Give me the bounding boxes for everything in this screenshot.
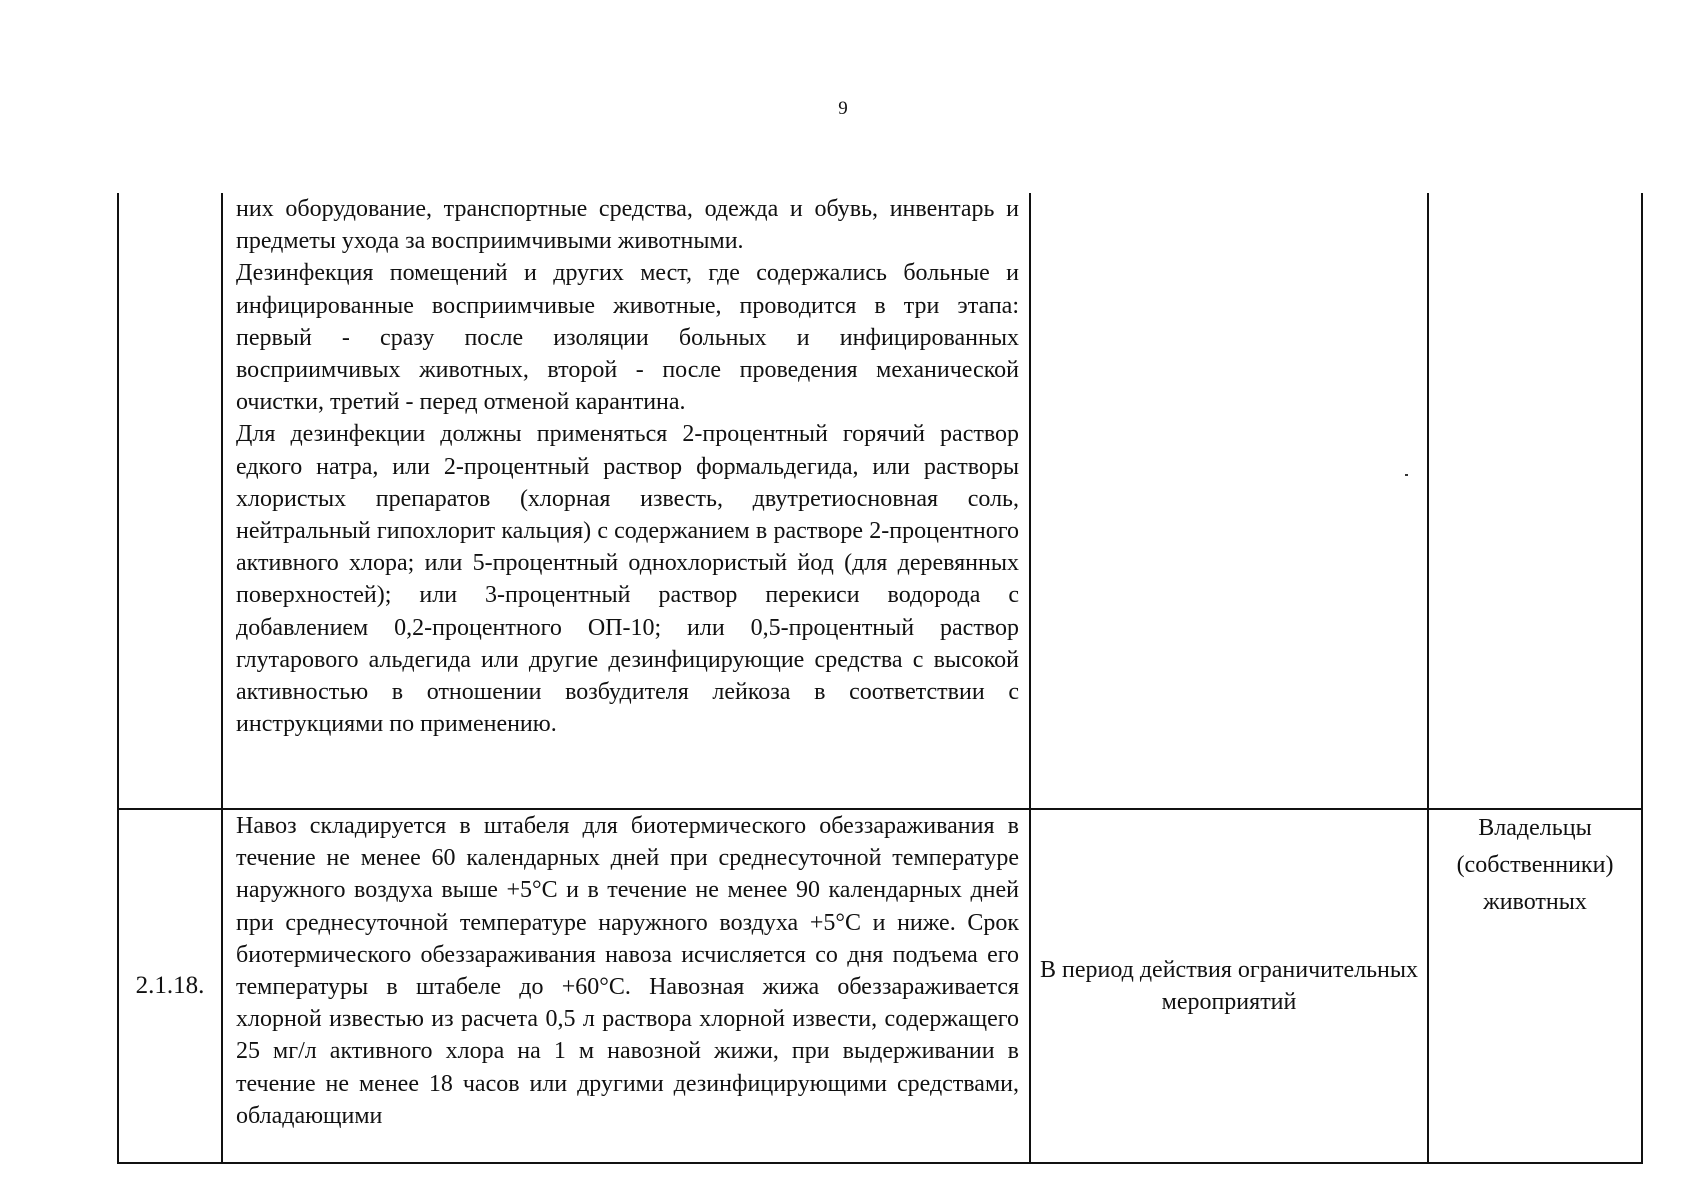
measures-table <box>117 193 1643 1164</box>
cell-responsible <box>1428 809 1642 1163</box>
cell-responsible-empty <box>1428 193 1642 809</box>
period-text: В период действия ограничительных мероприятий <box>1039 957 1419 1015</box>
paragraph-disinfectants: Для дезинфекции должны применяться 2-процентный горячий раствор едкого натра, или 2-процентный раствор формальдегида, или растворы хлористых препаратов (хлорная известь, двутретиосновная соль, нейтральный гипохлорит кальция) с содержанием в растворе 2-процентного активного хлора; или 5-процентный однохлористый йод (для деревянных поверхностей); или 3-процентный раствор перекиси водорода с добавлением 0,2-процентного ОП-10; или 0,5-процентный раствор глутарового альдегида или другие дезинфицирующие средства с высокой активностью в отношении возбудителя лейкоза в соответствии с инструкциями по применению. <box>236 421 1019 738</box>
paragraph-manure: Навоз складируется в штабеля для биотермического обеззараживания в течение не менее 60 календарных дней при среднесуточной температуре наружного воздуха выше +5°С и в течение не менее 90 календарных дней при среднесуточной температуре наружного воздуха +5°С и ниже. Срок биотермического обеззараживания навоза исчисляется со дня подъема его температуры в штабеле до +60°С. Навозная жижа обеззараживается хлорной известью из расчета 0,5 л раствора хлорной извести, содержащего 25 мг/л активного хлора на 1 м навозной жижи, при выдерживании в течение не менее 18 часов или другими дезинфицирующими средствами, обладающими <box>236 813 1019 1129</box>
cell-number <box>118 809 222 1163</box>
cell-measure-text <box>222 193 1030 809</box>
table-row-2-1-18 <box>118 809 1642 1163</box>
responsible-text: Владельцы (собственники) животных <box>1456 815 1614 915</box>
cell-measure-text <box>222 809 1030 1163</box>
paragraph-equipment: них оборудование, транспортные средства, одежда и обувь, инвентарь и предметы ухода за восприимчивыми животными. <box>236 196 1019 255</box>
cell-period-empty <box>1030 193 1428 809</box>
paragraph-disinfection-stages: Дезинфекция помещений и других мест, где содержались больные и инфицированные восприимчивые животные, проводится в три этапа: первый - сразу после изоляции больных и инфицированных восприимчивых животных, второй - после проведения механической очистки, третий - перед отменой карантина. <box>236 260 1019 416</box>
table-row-continued <box>118 193 1642 809</box>
cell-number-empty <box>118 193 222 809</box>
page-number: 9 <box>838 98 848 119</box>
item-number: 2.1.18. <box>135 971 205 999</box>
stray-scan-mark <box>1405 474 1408 476</box>
cell-period <box>1030 809 1428 1163</box>
